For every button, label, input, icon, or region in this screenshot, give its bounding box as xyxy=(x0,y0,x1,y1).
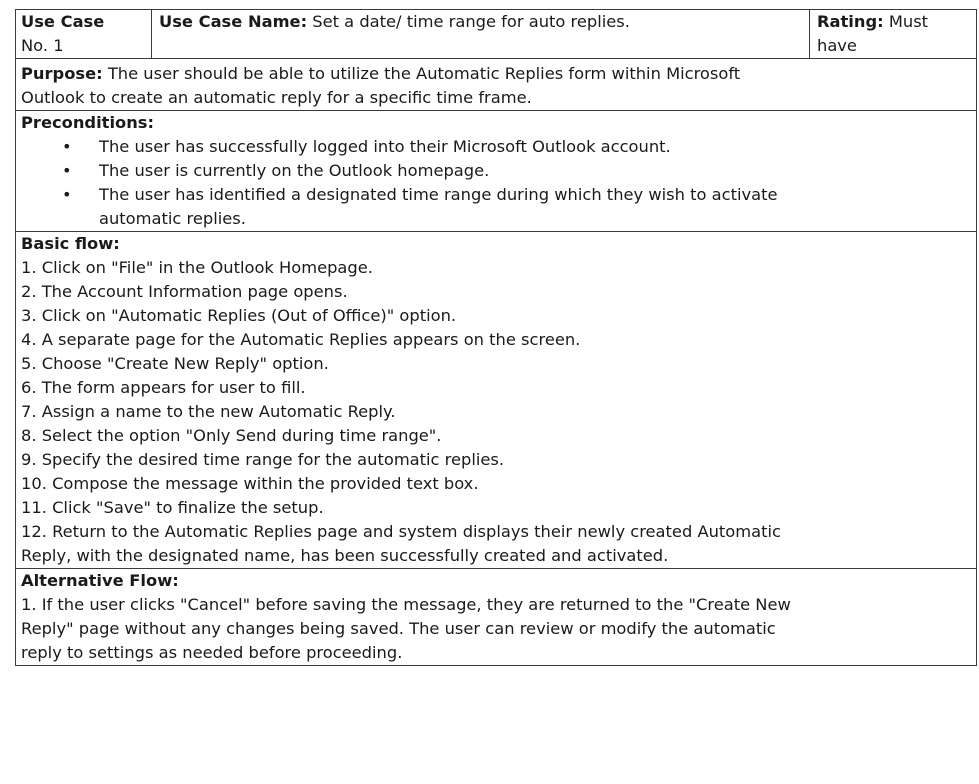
flow-step: 12. Return to the Automatic Replies page and system displays their newly created Automatic xyxy=(21,522,781,541)
flow-step: Reply, with the designated name, has been successfully created and activated. xyxy=(21,546,669,565)
rating-cell xyxy=(810,10,977,59)
purpose-cell xyxy=(16,59,977,111)
alt-flow-line: Reply" page without any changes being saved. The user can review or modify the automatic xyxy=(21,619,776,638)
alternative-flow-row xyxy=(16,569,977,666)
bullet: • xyxy=(62,161,72,180)
use-case-name-label: Use Case Name: xyxy=(159,12,308,31)
basic-flow-cell xyxy=(16,232,977,569)
bullet: • xyxy=(62,185,72,204)
use-case-label: Use Case xyxy=(21,12,105,31)
use-case-number: No. 1 xyxy=(21,36,64,55)
use-case-table xyxy=(15,9,977,666)
preconditions-row xyxy=(16,111,977,232)
flow-step: 8. Select the option "Only Send during time range". xyxy=(21,426,442,445)
purpose-text-2: Outlook to create an automatic reply for a specific time frame. xyxy=(21,88,532,107)
alternative-flow-label: Alternative Flow: xyxy=(21,571,179,590)
alternative-flow-cell xyxy=(16,569,977,666)
basic-flow-label: Basic flow: xyxy=(21,234,120,253)
use-case-name-cell xyxy=(152,10,810,59)
header-row xyxy=(16,10,977,59)
flow-step: 3. Click on "Automatic Replies (Out of Office)" option. xyxy=(21,306,457,325)
basic-flow-row xyxy=(16,232,977,569)
purpose-label: Purpose: xyxy=(21,64,103,83)
list-item: • The user is currently on the Outlook homepage. xyxy=(99,159,976,183)
rating-label: Rating: xyxy=(817,12,884,31)
flow-step: 4. A separate page for the Automatic Replies appears on the screen. xyxy=(21,330,581,349)
flow-step: 6. The form appears for user to fill. xyxy=(21,378,306,397)
flow-step: 5. Choose "Create New Reply" option. xyxy=(21,354,329,373)
bullet: • xyxy=(62,137,72,156)
flow-step: 7. Assign a name to the new Automatic Reply. xyxy=(21,402,396,421)
preconditions-list xyxy=(21,135,976,231)
rating-value-cont: have xyxy=(817,36,857,55)
flow-step: 11. Click "Save" to finalize the setup. xyxy=(21,498,324,517)
list-item: • The user has successfully logged into their Microsoft Outlook account. xyxy=(99,135,976,159)
rating-value: Must xyxy=(883,12,929,31)
flow-step: 2. The Account Information page opens. xyxy=(21,282,348,301)
alt-flow-line: reply to settings as needed before proceeding. xyxy=(21,643,403,662)
preconditions-cell xyxy=(16,111,977,232)
flow-step: 10. Compose the message within the provided text box. xyxy=(21,474,479,493)
alt-flow-line: 1. If the user clicks "Cancel" before saving the message, they are returned to the "Create New xyxy=(21,595,791,614)
flow-step: 1. Click on "File" in the Outlook Homepage. xyxy=(21,258,373,277)
purpose-text-1: The user should be able to utilize the Automatic Replies form within Microsoft xyxy=(102,64,741,83)
purpose-row xyxy=(16,59,977,111)
use-case-number-cell xyxy=(16,10,152,59)
preconditions-label: Preconditions: xyxy=(21,113,155,132)
flow-step: 9. Specify the desired time range for the automatic replies. xyxy=(21,450,505,469)
use-case-name-value: Set a date/ time range for auto replies. xyxy=(307,12,630,31)
list-item: • The user has identified a designated time range during which they wish to activate automatic replies. xyxy=(62,185,778,228)
